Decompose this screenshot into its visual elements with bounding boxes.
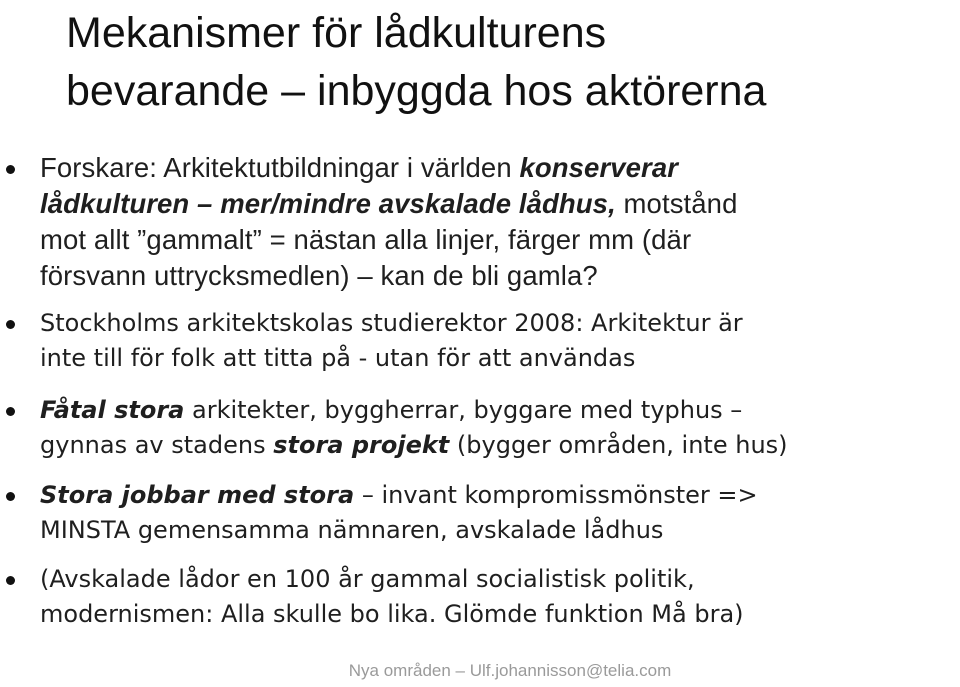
bullet-1-line-2: [40, 186, 954, 222]
bullet-4-line-2: MINSTA gemensamma nämnaren, avskalade lådhus: [40, 516, 664, 544]
bullet-list: [0, 150, 960, 632]
bullet-1-text-a: Forskare: Arkitektutbildningar i världen: [40, 152, 520, 183]
title-line-2: bevarande – inbyggda hos aktörerna: [66, 67, 767, 115]
bullet-3-emphasis-a: Fåtal stora: [40, 396, 185, 424]
bullet-1-line-4: försvann uttrycksmedlen) – kan de bli gamla?: [40, 260, 598, 291]
bullet-dot-icon: [6, 492, 15, 501]
bullet-3-emphasis-b: stora projekt: [273, 431, 450, 459]
bullet-3-text-b: gynnas av stadens: [40, 431, 274, 459]
slide-title: [66, 4, 936, 120]
bullet-dot-icon: [6, 320, 15, 329]
bullet-4-text-a: – invant kompromissmönster =>: [354, 481, 758, 509]
slide-footer: Nya områden – Ulf.johannisson@telia.com: [348, 661, 672, 680]
bullet-dot-icon: [6, 576, 15, 585]
bullet-3-line-2: [40, 428, 954, 463]
bullet-item-5: [0, 562, 960, 632]
title-line-1: Mekanismer för lådkulturens: [66, 9, 607, 57]
bullet-5-line-1: (Avskalade lådor en 100 år gammal socialistisk politik,: [40, 565, 695, 593]
bullet-1-line-3: mot allt ”gammalt” = nästan alla linjer, färger mm (där: [40, 224, 692, 255]
bullet-3-line-1: [40, 393, 954, 428]
bullet-item-4: [0, 478, 960, 548]
bullet-2-line-1: Stockholms arkitektskolas studierektor 2008: Arkitektur är: [40, 309, 743, 337]
bullet-item-3: [0, 393, 960, 463]
bullet-4-emphasis-a: Stora jobbar med stora: [40, 481, 355, 509]
bullet-1-line-1: [40, 150, 954, 186]
bullet-3-text-a: arkitekter, byggherrar, byggare med typhus –: [184, 396, 743, 424]
bullet-dot-icon: [6, 165, 15, 174]
bullet-dot-icon: [6, 407, 15, 416]
bullet-item-1: [0, 150, 960, 294]
bullet-5-line-2: modernismen: Alla skulle bo lika. Glömde funktion Må bra): [40, 600, 744, 628]
bullet-1-emphasis-a: konserverar: [519, 152, 679, 183]
bullet-item-2: [0, 306, 960, 376]
bullet-1-text-b: motstånd: [615, 188, 738, 219]
bullet-2-line-2: inte till för folk att titta på - utan för att användas: [40, 344, 636, 372]
bullet-3-text-c: (bygger områden, inte hus): [449, 431, 788, 459]
bullet-1-emphasis-b: lådkulturen – mer/mindre avskalade lådhus,: [40, 188, 616, 219]
bullet-4-line-1: [40, 478, 954, 513]
